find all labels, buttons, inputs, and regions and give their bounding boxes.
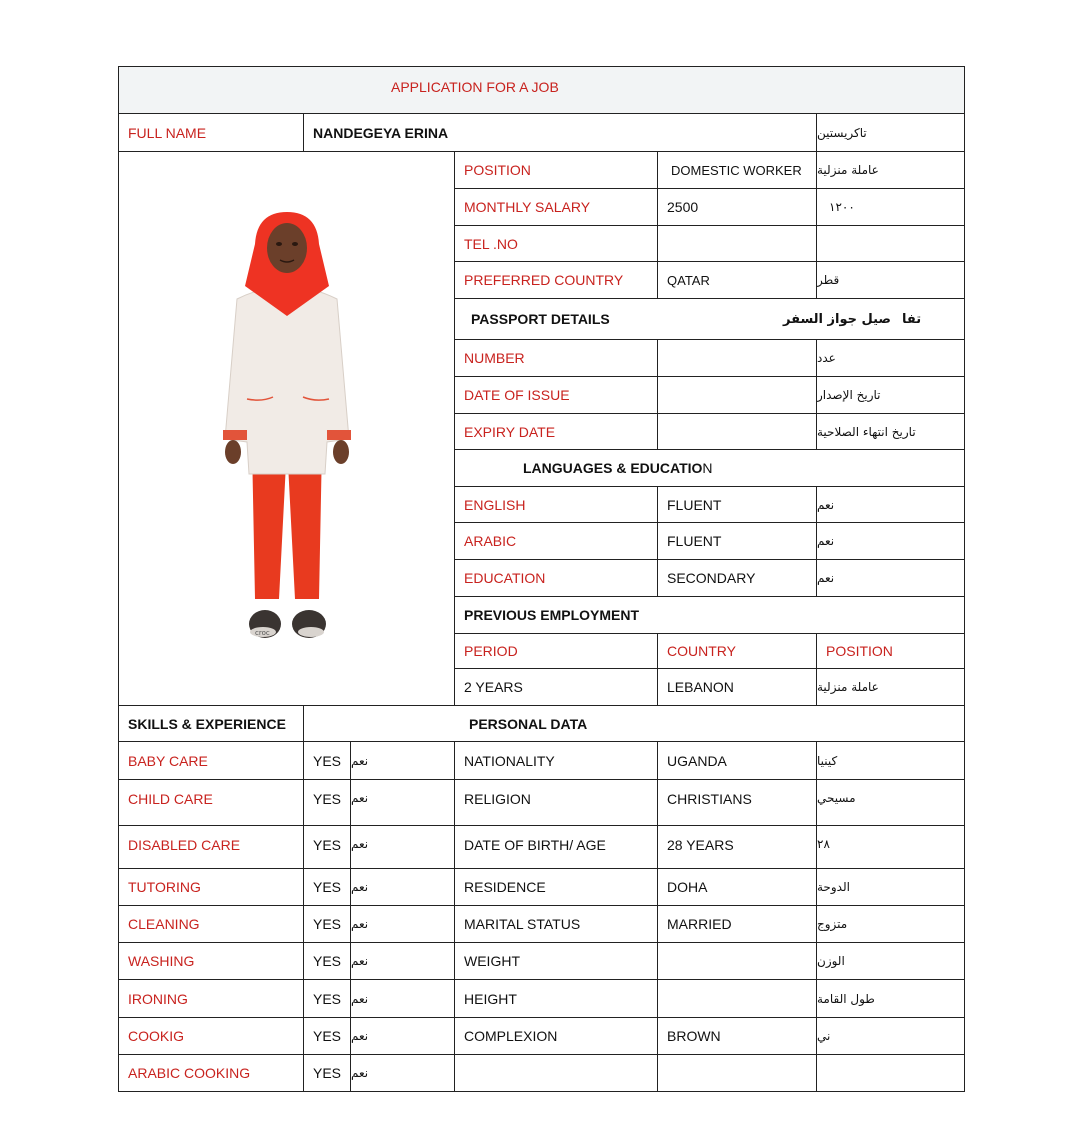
languages-education-title-tail: N xyxy=(702,460,713,476)
skill-value: YES xyxy=(303,1017,351,1055)
personal-data-header: PERSONAL DATA xyxy=(303,705,965,742)
applicant-figure xyxy=(207,204,367,654)
skills-experience-header: SKILLS & EXPERIENCE xyxy=(118,705,304,742)
shoe-brand-text: croc xyxy=(254,628,270,637)
personal-label: RESIDENCE xyxy=(454,868,658,906)
preferred-country-arabic: قطر xyxy=(816,261,965,299)
employment-period-header: PERIOD xyxy=(454,633,658,669)
applicant-photo xyxy=(118,151,455,706)
personal-arabic xyxy=(816,1054,965,1092)
skill-label: BABY CARE xyxy=(118,741,304,780)
personal-label: DATE OF BIRTH/ AGE xyxy=(454,825,658,869)
skill-value: YES xyxy=(303,942,351,980)
arabic-arabic: نعم xyxy=(816,522,965,560)
tel-no-value xyxy=(657,225,817,262)
preferred-country-label: PREFERRED COUNTRY xyxy=(454,261,658,299)
languages-education-title: LANGUAGES & EDUCATIO xyxy=(523,460,703,476)
arabic-value: FLUENT xyxy=(657,522,817,560)
personal-label: HEIGHT xyxy=(454,979,658,1018)
monthly-salary-label: MONTHLY SALARY xyxy=(454,188,658,226)
languages-education-header xyxy=(454,449,965,487)
english-value: FLUENT xyxy=(657,486,817,523)
education-label: EDUCATION xyxy=(454,559,658,597)
date-of-issue-label: DATE OF ISSUE xyxy=(454,376,658,414)
skill-arabic: نعم xyxy=(350,868,455,906)
personal-value: 28 YEARS xyxy=(657,825,817,869)
personal-label: COMPLEXION xyxy=(454,1017,658,1055)
personal-label: RELIGION xyxy=(454,779,658,826)
skill-label: CHILD CARE xyxy=(118,779,304,826)
personal-arabic: الوزن xyxy=(816,942,965,980)
personal-value xyxy=(657,1054,817,1092)
personal-value: DOHA xyxy=(657,868,817,906)
skill-label: WASHING xyxy=(118,942,304,980)
passport-details-header xyxy=(454,298,965,340)
personal-arabic: طول القامة xyxy=(816,979,965,1018)
tel-no-arabic xyxy=(816,225,965,262)
personal-arabic: الدوحة xyxy=(816,868,965,906)
passport-number-arabic: عدد xyxy=(816,339,965,377)
date-of-issue-value xyxy=(657,376,817,414)
full-name-value: NANDEGEYA ERINA xyxy=(303,113,817,152)
skill-arabic: نعم xyxy=(350,779,455,826)
position-label: POSITION xyxy=(454,151,658,189)
tel-no-label: TEL .NO xyxy=(454,225,658,262)
form-title: APPLICATION FOR A JOB xyxy=(118,66,965,114)
employment-position-header: POSITION xyxy=(816,633,965,669)
personal-label: NATIONALITY xyxy=(454,741,658,780)
previous-employment-header: PREVIOUS EMPLOYMENT xyxy=(454,596,965,634)
skill-value: YES xyxy=(303,779,351,826)
skill-arabic: نعم xyxy=(350,1054,455,1092)
passport-details-title: PASSPORT DETAILS xyxy=(471,311,610,327)
personal-arabic: مسيحي xyxy=(816,779,965,826)
personal-label: MARITAL STATUS xyxy=(454,905,658,943)
monthly-salary-value: 2500 xyxy=(657,188,817,226)
skill-value: YES xyxy=(303,741,351,780)
personal-arabic: كينيا xyxy=(816,741,965,780)
passport-number-label: NUMBER xyxy=(454,339,658,377)
personal-arabic: ني xyxy=(816,1017,965,1055)
skill-arabic: نعم xyxy=(350,825,455,869)
skill-arabic: نعم xyxy=(350,1017,455,1055)
skill-label: CLEANING xyxy=(118,905,304,943)
education-arabic: نعم xyxy=(816,559,965,597)
full-name-arabic: تاكريستين xyxy=(816,113,965,152)
expiry-date-label: EXPIRY DATE xyxy=(454,413,658,450)
skill-label: TUTORING xyxy=(118,868,304,906)
passport-details-arabic: صيل جواز السفر xyxy=(783,311,891,327)
skill-arabic: نعم xyxy=(350,905,455,943)
employment-position-value: عاملة منزلية xyxy=(816,668,965,706)
monthly-salary-arabic: ١٢٠٠ xyxy=(816,188,965,226)
skill-value: YES xyxy=(303,1054,351,1092)
date-of-issue-arabic: تاريخ الإصدار xyxy=(816,376,965,414)
skill-arabic: نعم xyxy=(350,979,455,1018)
skill-label: DISABLED CARE xyxy=(118,825,304,869)
personal-value xyxy=(657,979,817,1018)
skill-arabic: نعم xyxy=(350,741,455,780)
english-arabic: نعم xyxy=(816,486,965,523)
employment-country-value: LEBANON xyxy=(657,668,817,706)
skill-value: YES xyxy=(303,979,351,1018)
skill-value: YES xyxy=(303,825,351,869)
arabic-label: ARABIC xyxy=(454,522,658,560)
preferred-country-value: QATAR xyxy=(657,261,817,299)
personal-value xyxy=(657,942,817,980)
personal-value: CHRISTIANS xyxy=(657,779,817,826)
expiry-date-arabic: تاريخ انتهاء الصلاحية xyxy=(816,413,965,450)
expiry-date-value xyxy=(657,413,817,450)
full-name-label: FULL NAME xyxy=(118,113,304,152)
employment-period-value: 2 YEARS xyxy=(454,668,658,706)
personal-label: WEIGHT xyxy=(454,942,658,980)
skill-label: COOKIG xyxy=(118,1017,304,1055)
skill-label: IRONING xyxy=(118,979,304,1018)
skill-value: YES xyxy=(303,868,351,906)
personal-label xyxy=(454,1054,658,1092)
english-label: ENGLISH xyxy=(454,486,658,523)
skill-value: YES xyxy=(303,905,351,943)
personal-value: BROWN xyxy=(657,1017,817,1055)
position-value: DOMESTIC WORKER xyxy=(657,151,817,189)
passport-details-arabic-2: تفا xyxy=(902,311,922,327)
employment-country-header: COUNTRY xyxy=(657,633,817,669)
personal-arabic: متزوج xyxy=(816,905,965,943)
personal-arabic: ٢٨ xyxy=(816,825,965,869)
skill-arabic: نعم xyxy=(350,942,455,980)
passport-number-value xyxy=(657,339,817,377)
personal-value: UGANDA xyxy=(657,741,817,780)
skill-label: ARABIC COOKING xyxy=(118,1054,304,1092)
position-arabic: عاملة منزلية xyxy=(816,151,965,189)
education-value: SECONDARY xyxy=(657,559,817,597)
personal-value: MARRIED xyxy=(657,905,817,943)
